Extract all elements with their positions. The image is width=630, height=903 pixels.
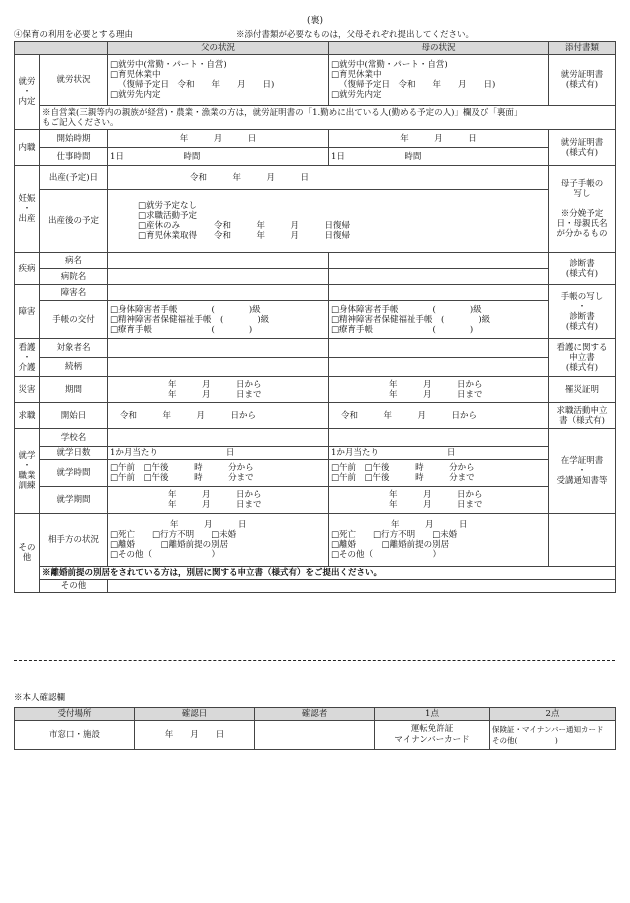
mother-disability-name[interactable] (329, 285, 549, 301)
one-point-header: 1点 (375, 708, 490, 721)
other-category: その他 (15, 514, 40, 593)
disaster-period-label: 期間 (40, 377, 108, 403)
other-note-row (15, 567, 616, 580)
father-illness-name[interactable] (108, 253, 329, 269)
pregnancy-category: 妊娠 ・ 出産 (15, 166, 40, 253)
school-period-row (15, 487, 616, 514)
mother-work-options[interactable]: □就労中(常勤・パート・自営) □育児休業中 （復帰予定日 令和 年 月 日) □就労先内定 (329, 55, 549, 106)
after-birth-label: 出産後の予定 (40, 190, 108, 253)
other-misc-row (15, 580, 616, 593)
mother-care-target[interactable] (329, 339, 549, 358)
disability-book-label: 手帳の交付 (40, 301, 108, 339)
father-partner-status[interactable]: 年 月 日 □死亡 □行方不明 □未婚 □離婚 □離婚前提の別居 □その他（ ） (108, 514, 329, 567)
after-birth-options[interactable]: □就労予定なし □求職活動予定 □産休のみ 令和 年 月 日復帰 □育児休業取得 令和 年 月 日復帰 (108, 190, 549, 253)
two-point-docs: 保険証・マイナンバー通知カード その他( ) (490, 721, 616, 750)
care-docs: 看護に関する 申立書 (様式有) (549, 339, 616, 377)
date-header: 確認日 (135, 708, 255, 721)
work-docs: 就労証明書 (様式有) (549, 55, 616, 106)
school-time-label: 就学時間 (40, 460, 108, 487)
identity-check-table (14, 707, 616, 750)
disability-docs: 手帳の写し ・ 診断書 (様式有) (549, 285, 616, 339)
father-naishoku-start[interactable]: 年 月 日 (108, 130, 329, 148)
work-status-label: 就労状況 (40, 55, 108, 106)
father-disaster-period[interactable]: 年 月 日から 年 月 日まで (108, 377, 329, 403)
father-care-target[interactable] (108, 339, 329, 358)
pregnancy-docs: 母子手帳の 写し ※分娩予定 日・母親氏名 が分かるもの (549, 166, 616, 253)
identity-value-row (15, 721, 616, 750)
section-title: ④保育の利用を必要とする理由 (14, 30, 134, 40)
father-school-time[interactable]: □午前 □午後 時 分から □午前 □午後 時 分まで (108, 460, 329, 487)
father-disability-name[interactable] (108, 285, 329, 301)
other-status-row (15, 514, 616, 567)
separation-note: ※離婚前提の別居をされている方は，別居に関する申立書（様式有）をご提出ください。 (40, 567, 616, 580)
school-docs: 在学証明書 ・ 受講通知書等 (549, 429, 616, 514)
naishoku-start-label: 開始時期 (40, 130, 108, 148)
disability-name-label: 障害名 (40, 285, 108, 301)
due-date-value[interactable]: 令和 年 月 日 (108, 166, 549, 190)
partner-status-label: 相手方の状況 (40, 514, 108, 567)
school-days-row (15, 447, 616, 460)
father-jobseek-start[interactable]: 令和 年 月 日から (108, 403, 329, 429)
naishoku-start-row (15, 130, 616, 148)
work-note-row (15, 106, 616, 130)
care-target-label: 対象者名 (40, 339, 108, 358)
father-school-days[interactable]: 1か月当たり 日 (108, 447, 329, 460)
identity-check-title: ※本人確認欄 (14, 693, 66, 703)
illness-category: 疾病 (15, 253, 40, 285)
other-misc-label: その他 (40, 580, 108, 593)
identity-header-row (15, 708, 616, 721)
naishoku-category: 内職 (15, 130, 40, 166)
school-name-row (15, 429, 616, 447)
father-naishoku-hours[interactable]: 1日 時間 (108, 148, 329, 166)
naishoku-hours-label: 仕事時間 (40, 148, 108, 166)
pregnancy-after-row (15, 190, 616, 253)
illness-docs: 診断書 (様式有) (549, 253, 616, 285)
confirm-date[interactable]: 年 月 日 (135, 721, 255, 750)
place-header: 受付場所 (15, 708, 135, 721)
naishoku-docs: 就労証明書 (様式有) (549, 130, 616, 166)
mother-school-time[interactable]: □午前 □午後 時 分から □午前 □午後 時 分まで (329, 460, 549, 487)
jobseek-row (15, 403, 616, 429)
childcare-reason-table (14, 41, 616, 593)
care-relation-label: 続柄 (40, 358, 108, 377)
pregnancy-due-row (15, 166, 616, 190)
docs-header: 添付書類 (549, 42, 616, 55)
school-time-row (15, 460, 616, 487)
one-point-docs: 運転免許証 マイナンバーカード (375, 721, 490, 750)
school-period-label: 就学期間 (40, 487, 108, 514)
mother-hospital[interactable] (329, 269, 549, 285)
jobseek-start-label: 開始日 (40, 403, 108, 429)
attachment-note: ※添付書類が必要なものは，父母それぞれ提出してください。 (236, 30, 475, 40)
father-school-period[interactable]: 年 月 日から 年 月 日まで (108, 487, 329, 514)
mother-illness-name[interactable] (329, 253, 549, 269)
mother-disability-book[interactable]: □身体障害者手帳 ( )級 □精神障害者保健福祉手帳 ( )級 □療育手帳 ( ) (329, 301, 549, 339)
self-employed-note: ※自営業(三親等内の親族が経営)・農業・漁業の方は，就労証明書の「1.勤めに出ている人(勤める予定の人)」欄及び「裏面」 もご記入ください。 (40, 106, 616, 130)
disaster-docs: 罹災証明 (549, 377, 616, 403)
mother-partner-status[interactable]: 年 月 日 □死亡 □行方不明 □未婚 □離婚 □離婚前提の別居 □その他（ ） (329, 514, 549, 567)
school-name-label: 学校名 (40, 429, 108, 447)
father-school-name[interactable] (108, 429, 329, 447)
illness-name-row (15, 253, 616, 269)
naishoku-hours-row (15, 148, 616, 166)
disaster-category: 災害 (15, 377, 40, 403)
mother-school-period[interactable]: 年 月 日から 年 月 日まで (329, 487, 549, 514)
checker-value[interactable] (255, 721, 375, 750)
illness-hospital-row (15, 269, 616, 285)
mother-jobseek-start[interactable]: 令和 年 月 日から (329, 403, 549, 429)
two-point-header: 2点 (490, 708, 616, 721)
mother-naishoku-hours[interactable]: 1日 時間 (329, 148, 549, 166)
illness-name-label: 病名 (40, 253, 108, 269)
cut-line (14, 660, 615, 661)
mother-care-relation[interactable] (329, 358, 549, 377)
mother-school-name[interactable] (329, 429, 549, 447)
disability-category: 障害 (15, 285, 40, 339)
reception-place: 市窓口・施設 (15, 721, 135, 750)
mother-school-days[interactable]: 1か月当たり 日 (329, 447, 549, 460)
disability-book-row (15, 301, 616, 339)
father-work-options[interactable]: □就労中(常勤・パート・自営) □育児休業中 （復帰予定日 令和 年 月 日) □就労先内定 (108, 55, 329, 106)
father-header: 父の状況 (108, 42, 329, 55)
mother-disaster-period[interactable]: 年 月 日から 年 月 日まで (329, 377, 549, 403)
care-relation-row (15, 358, 616, 377)
checker-header: 確認者 (255, 708, 375, 721)
disability-name-row (15, 285, 616, 301)
page-side-label: (裏) (306, 16, 324, 26)
school-category: 就学 ・ 職業 訓練 (15, 429, 40, 514)
work-category: 就労 ・ 内定 (15, 55, 40, 130)
father-hospital[interactable] (108, 269, 329, 285)
jobseek-docs: 求職活動申立 書（様式有) (549, 403, 616, 429)
mother-naishoku-start[interactable]: 年 月 日 (329, 130, 549, 148)
school-days-label: 就学日数 (40, 447, 108, 460)
due-date-label: 出産(予定)日 (40, 166, 108, 190)
jobseek-category: 求職 (15, 403, 40, 429)
other-misc-value[interactable] (108, 580, 616, 593)
table-header-row (15, 42, 616, 55)
care-category: 看護 ・ 介護 (15, 339, 40, 377)
disaster-row (15, 377, 616, 403)
father-disability-book[interactable]: □身体障害者手帳 ( )級 □精神障害者保健福祉手帳 ( )級 □療育手帳 ( ) (108, 301, 329, 339)
work-row (15, 55, 616, 106)
hospital-label: 病院名 (40, 269, 108, 285)
mother-header: 母の状況 (329, 42, 549, 55)
care-target-row (15, 339, 616, 358)
other-docs (549, 514, 616, 567)
father-care-relation[interactable] (108, 358, 329, 377)
